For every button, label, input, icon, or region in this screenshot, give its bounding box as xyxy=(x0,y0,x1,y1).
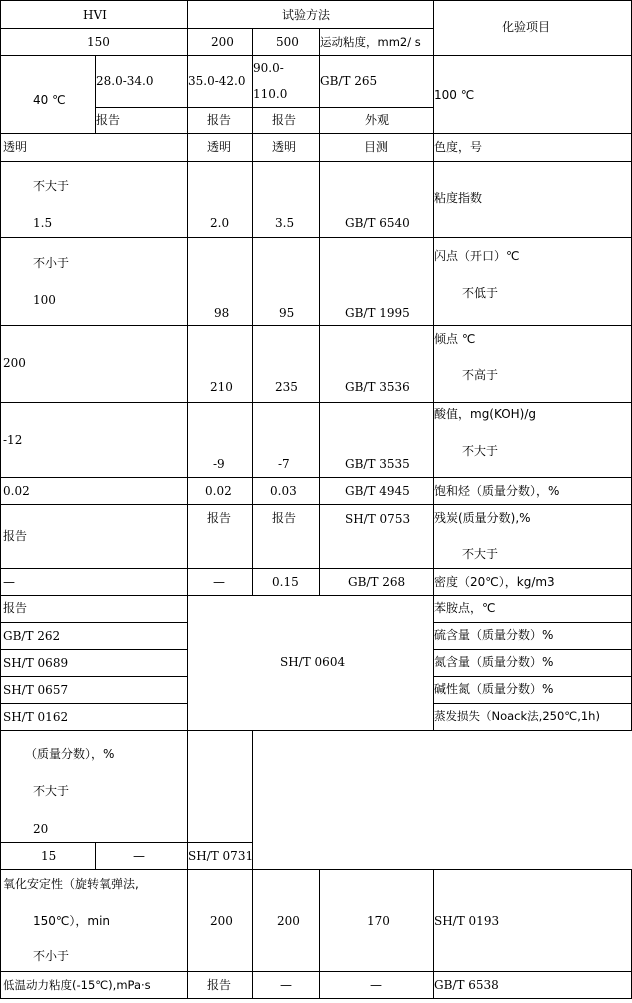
oxidation-label-cell xyxy=(0,869,188,972)
evaporation-item: 蒸发损失（Noack法,250℃,1h) xyxy=(434,709,600,723)
vi-200-cell xyxy=(187,161,253,238)
sat-item-cell xyxy=(433,477,632,505)
flash-500-cell xyxy=(252,237,320,326)
acid-150: -12 xyxy=(3,433,23,447)
mass-fraction-line2: 不大于 xyxy=(33,784,70,798)
nitrogen-item: 氮含量（质量分数）% xyxy=(434,655,554,669)
mass-fraction-line1: （质量分数），% xyxy=(25,747,115,761)
appearance-150: 报告 xyxy=(96,113,121,127)
viscosity-100-item-cell xyxy=(433,55,632,134)
viscosity-40-200: 35.0-42.0 xyxy=(188,74,246,88)
nitrogen-150-cell xyxy=(0,649,188,677)
sulfur-150-cell xyxy=(0,622,188,650)
row15-b-cell xyxy=(95,842,188,870)
acid-500-cell xyxy=(252,402,320,478)
aniline-150: 报告 xyxy=(3,601,28,615)
carbon-item: 残炭(质量分数),% xyxy=(434,511,531,525)
aniline-item-cell xyxy=(433,595,632,623)
carbon-500: 报告 xyxy=(272,511,297,525)
mass-fraction-empty-cell xyxy=(187,730,253,843)
sulfur-item-cell xyxy=(433,622,632,650)
basic-nitrogen-item-cell xyxy=(433,676,632,704)
header-test-method-cell xyxy=(187,0,434,29)
acid-150-cell xyxy=(0,402,188,478)
density-500: 0.15 xyxy=(272,575,299,589)
mass-fraction-cell xyxy=(0,730,188,843)
header-test-method: 试验方法 xyxy=(282,8,331,22)
color-method-cell xyxy=(319,133,434,162)
color-method: 目测 xyxy=(364,140,389,154)
flash-200: 98 xyxy=(214,306,230,320)
oxidation-method: 170 xyxy=(367,914,390,928)
color-item: 色度，号 xyxy=(434,140,483,154)
appearance-item: 外观 xyxy=(365,113,390,127)
oxidation-method-cell xyxy=(319,869,434,972)
header-150-cell xyxy=(0,28,188,56)
appearance-200: 报告 xyxy=(207,113,232,127)
vi-item-cell xyxy=(433,161,632,238)
pour-150-cell xyxy=(0,325,188,403)
carbon-item-qualifier: 不大于 xyxy=(462,547,499,561)
density-200: — xyxy=(213,575,225,589)
merged-method: SH/T 0604 xyxy=(280,655,346,669)
oxidation-line3: 不小于 xyxy=(33,949,70,963)
row15-a: 15 xyxy=(41,849,57,863)
row15-method: SH/T 0731 xyxy=(188,849,254,863)
pour-method: GB/T 3536 xyxy=(345,380,410,394)
sat-500: 0.03 xyxy=(270,484,297,498)
acid-200: -9 xyxy=(213,457,225,471)
density-500-cell xyxy=(252,568,320,596)
pour-150: 200 xyxy=(3,356,26,370)
lowtemp-method-cell xyxy=(319,971,434,999)
appearance-item-cell xyxy=(319,107,434,134)
header-viscosity-unit: 运动粘度，mm2/ s xyxy=(320,35,421,49)
vi-qualifier: 不大于 xyxy=(33,179,70,193)
acid-500: -7 xyxy=(278,457,290,471)
carbon-item-cell xyxy=(433,504,632,569)
viscosity-40-label: 40 ℃ xyxy=(33,93,66,107)
pour-method-cell xyxy=(319,325,434,403)
lowtemp-500-cell xyxy=(252,971,320,999)
sulfur-item: 硫含量（质量分数）% xyxy=(434,628,554,642)
flash-150: 100 xyxy=(33,293,56,307)
lowtemp-item-cell xyxy=(433,971,632,999)
appearance-200-cell xyxy=(187,107,253,134)
acid-item-qualifier: 不大于 xyxy=(462,444,499,458)
flash-method-cell xyxy=(319,237,434,326)
oxidation-item-cell xyxy=(433,869,632,972)
basic-nitrogen-150-cell xyxy=(0,676,188,704)
evaporation-150-cell xyxy=(0,703,188,731)
vi-200: 2.0 xyxy=(210,216,230,230)
row15-a-cell xyxy=(0,842,96,870)
oxidation-200: 200 xyxy=(210,914,233,928)
header-hvi: HVI xyxy=(83,8,107,22)
header-500-cell xyxy=(252,28,320,56)
density-method-cell xyxy=(319,568,434,596)
viscosity-40-200-cell xyxy=(187,55,253,108)
lowtemp-200: 报告 xyxy=(207,978,232,992)
appearance-150-cell xyxy=(95,107,188,134)
color-500-cell xyxy=(252,133,320,162)
viscosity-100-item: 100 ℃ xyxy=(434,88,475,102)
carbon-200: 报告 xyxy=(207,511,232,525)
header-hvi-cell xyxy=(0,0,188,29)
viscosity-40-500-line2: 110.0 xyxy=(253,87,288,101)
lowtemp-method: — xyxy=(370,978,382,992)
vi-500-cell xyxy=(252,161,320,238)
color-150: 透明 xyxy=(3,140,28,154)
lowtemp-label-cell xyxy=(0,971,188,999)
oxidation-line2: 150℃），min xyxy=(33,914,111,928)
header-analysis-item: 化验项目 xyxy=(502,20,551,34)
lowtemp-label: 低温动力粘度(-15℃),mPa·s xyxy=(3,978,151,992)
density-150: — xyxy=(3,575,15,589)
sat-150: 0.02 xyxy=(3,484,30,498)
carbon-150: 报告 xyxy=(3,529,28,543)
pour-500-cell xyxy=(252,325,320,403)
mass-fraction-line3: 20 xyxy=(33,822,49,836)
header-grade-500: 500 xyxy=(276,35,299,49)
viscosity-40-label-cell xyxy=(0,55,96,134)
vi-500: 3.5 xyxy=(275,216,295,230)
header-grade-200: 200 xyxy=(211,35,234,49)
basic-nitrogen-150: SH/T 0657 xyxy=(3,683,69,697)
carbon-500-cell xyxy=(252,504,320,569)
oxidation-200-cell xyxy=(187,869,253,972)
flash-500: 95 xyxy=(279,306,295,320)
basic-nitrogen-item: 碱性氮（质量分数）% xyxy=(434,682,554,696)
aniline-150-cell xyxy=(0,595,188,623)
density-150-cell xyxy=(0,568,188,596)
evaporation-150: SH/T 0162 xyxy=(3,710,69,724)
sat-200-cell xyxy=(187,477,253,505)
flash-method: GB/T 1995 xyxy=(345,306,410,320)
sat-200: 0.02 xyxy=(205,484,232,498)
density-item: 密度（20℃），kg/m3 xyxy=(434,575,555,589)
sat-150-cell xyxy=(0,477,188,505)
carbon-method: SH/T 0753 xyxy=(345,512,411,526)
vi-method-cell xyxy=(319,161,434,238)
pour-item-qualifier: 不高于 xyxy=(462,368,499,382)
flash-200-cell xyxy=(187,237,253,326)
acid-200-cell xyxy=(187,402,253,478)
vi-item: 粘度指数 xyxy=(434,191,483,205)
pour-item-cell xyxy=(433,325,632,403)
carbon-150-cell xyxy=(0,504,188,569)
color-150-cell xyxy=(0,133,188,162)
pour-200-cell xyxy=(187,325,253,403)
pour-item: 倾点 ℃ xyxy=(434,332,476,346)
vi-150-cell xyxy=(0,161,188,238)
acid-method-cell xyxy=(319,402,434,478)
lowtemp-item: GB/T 6538 xyxy=(434,978,499,992)
flash-item-qualifier: 不低于 xyxy=(462,286,499,300)
header-viscosity-unit-cell xyxy=(319,28,434,56)
flash-qualifier: 不小于 xyxy=(33,256,70,270)
appearance-500: 报告 xyxy=(272,113,297,127)
color-200-cell xyxy=(187,133,253,162)
density-item-cell xyxy=(433,568,632,596)
sat-500-cell xyxy=(252,477,320,505)
viscosity-40-method: GB/T 265 xyxy=(320,74,378,88)
vi-150: 1.5 xyxy=(33,216,53,230)
oxidation-500: 200 xyxy=(277,914,300,928)
sat-item: 饱和烃（质量分数），% xyxy=(434,484,560,498)
lowtemp-200-cell xyxy=(187,971,253,999)
acid-method: GB/T 3535 xyxy=(345,457,410,471)
viscosity-40-500-line1: 90.0- xyxy=(253,61,284,75)
viscosity-40-150: 28.0-34.0 xyxy=(96,74,154,88)
appearance-500-cell xyxy=(252,107,320,134)
acid-item: 酸值，mg(KOH)/g xyxy=(434,407,537,421)
evaporation-item-cell xyxy=(433,703,632,731)
sat-method: GB/T 4945 xyxy=(345,484,410,498)
pour-500: 235 xyxy=(275,380,298,394)
oxidation-500-cell xyxy=(252,869,320,972)
header-grade-150: 150 xyxy=(87,35,110,49)
viscosity-40-method-cell xyxy=(319,55,434,108)
pour-200: 210 xyxy=(210,380,233,394)
nitrogen-150: SH/T 0689 xyxy=(3,656,69,670)
viscosity-40-150-cell xyxy=(95,55,188,108)
row15-b: — xyxy=(133,849,145,863)
flash-150-cell xyxy=(0,237,188,326)
oxidation-item: SH/T 0193 xyxy=(434,914,500,928)
color-item-cell xyxy=(433,133,632,162)
color-500: 透明 xyxy=(272,140,297,154)
lowtemp-500: — xyxy=(280,978,292,992)
row15-method-cell xyxy=(187,842,253,870)
color-200: 透明 xyxy=(207,140,232,154)
oxidation-line1: 氧化安定性（旋转氧弹法, xyxy=(3,877,139,891)
viscosity-40-500-cell xyxy=(252,55,320,108)
aniline-item: 苯胺点，℃ xyxy=(434,601,496,615)
flash-item: 闪点（开口）℃ xyxy=(434,249,520,263)
carbon-method-cell xyxy=(319,504,434,569)
flash-item-cell xyxy=(433,237,632,326)
density-200-cell xyxy=(187,568,253,596)
header-analysis-item-cell xyxy=(433,0,632,56)
density-method: GB/T 268 xyxy=(348,575,406,589)
header-200-cell xyxy=(187,28,253,56)
sulfur-150: GB/T 262 xyxy=(3,629,61,643)
merged-method-cell xyxy=(187,595,434,731)
vi-method: GB/T 6540 xyxy=(345,216,410,230)
acid-item-cell xyxy=(433,402,632,478)
sat-method-cell xyxy=(319,477,434,505)
carbon-200-cell xyxy=(187,504,253,569)
nitrogen-item-cell xyxy=(433,649,632,677)
